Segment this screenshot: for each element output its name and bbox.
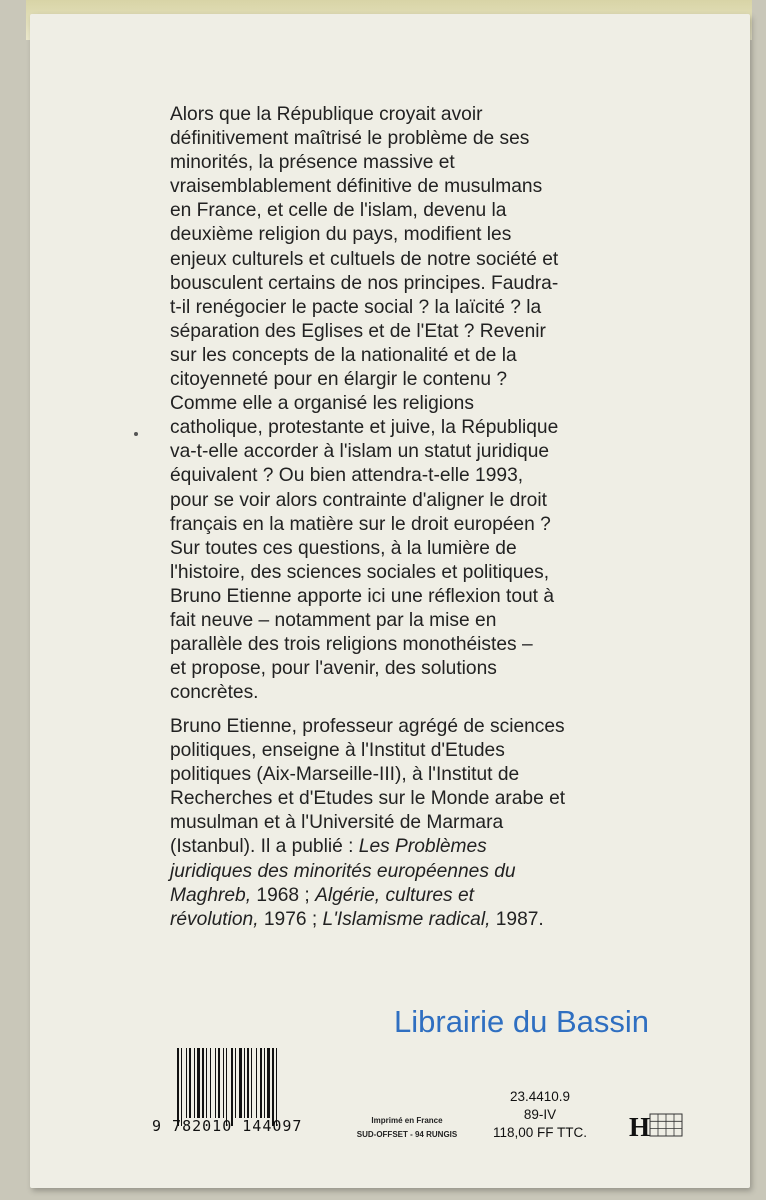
bookseller-watermark: Librairie du Bassin — [394, 1004, 650, 1039]
blurb-line: Bruno Etienne apporte ici une réflexion tout à — [170, 585, 555, 607]
barcode-bar — [235, 1048, 236, 1118]
blurb-line: l'histoire, des sciences sociales et politiques, — [170, 561, 550, 583]
blurb-line: Sur toutes ces questions, à la lumière de — [170, 537, 517, 559]
blurb-line: bousculent certains de nos principes. Faudra- — [170, 272, 559, 294]
printer-info — [352, 1114, 462, 1142]
bio-line: musulman et à l'Université de Marmara — [170, 812, 504, 834]
barcode-bar — [210, 1048, 211, 1118]
author-bio — [170, 715, 610, 932]
reference-block — [480, 1088, 600, 1142]
bio-year: 1976 ; — [258, 908, 323, 930]
barcode-bar — [202, 1048, 204, 1118]
blurb-line: parallèle des trois religions monothéistes – — [170, 634, 533, 656]
barcode-bar — [189, 1048, 191, 1118]
printer-line: SUD-OFFSET - 94 RUNGIS — [356, 1130, 458, 1139]
blurb-line: fait neuve – notamment par la mise en — [170, 609, 497, 631]
book-title: révolution, — [170, 908, 259, 930]
blurb-line: enjeux culturels et cultuels de notre société et — [170, 248, 559, 270]
blurb-line: catholique, protestante et juive, la République — [170, 417, 559, 439]
barcode-bar — [226, 1048, 227, 1126]
blurb-line: Alors que la République croyait avoir — [170, 104, 483, 125]
blurb-line: en France, et celle de l'islam, devenu la — [170, 200, 507, 222]
barcode-icon — [175, 1048, 325, 1126]
barcode-bar — [260, 1048, 262, 1118]
bio-line: politiques, enseigne à l'Institut d'Etudes — [170, 740, 505, 762]
bio-line: Bruno Etienne, professeur agrégé de sciences — [170, 716, 565, 737]
blurb-line: séparation des Eglises et de l'Etat ? Revenir — [170, 320, 546, 342]
barcode-bar — [231, 1048, 233, 1126]
blurb-text — [170, 103, 610, 705]
blurb-line: va-t-elle accorder à l'islam un statut juridique — [170, 441, 550, 463]
bio-line: Recherches et d'Etudes sur le Monde arabe et — [170, 788, 566, 810]
book-title: Les Problèmes — [358, 836, 487, 858]
barcode-bar — [197, 1048, 200, 1118]
barcode-bar — [272, 1048, 274, 1126]
blurb-line: définitivement maîtrisé le problème de ses — [170, 128, 530, 150]
barcode-bar — [186, 1048, 187, 1118]
blurb-line: français en la matière sur le droit européen ? — [170, 513, 551, 535]
book-title: juridiques des minorités européennes du — [170, 860, 516, 882]
book-title: Algérie, cultures et — [315, 884, 474, 906]
barcode-bar — [181, 1048, 182, 1126]
barcode-bar — [276, 1048, 277, 1126]
blurb-line: deuxième religion du pays, modifient les — [170, 224, 512, 246]
blurb-line: concrètes. — [170, 682, 259, 704]
bio-year: 1968 ; — [251, 884, 316, 906]
logo-letter: H — [629, 1112, 651, 1140]
blurb-line: minorités, la présence massive et — [170, 152, 455, 174]
bio-line: (Istanbul). Il a publié : — [170, 836, 359, 858]
blurb-line: vraisemblablement définitive de musulmans — [170, 176, 543, 198]
ref-code: 23.4410.9 — [509, 1089, 571, 1104]
book-title: Maghreb, — [170, 884, 252, 906]
barcode-bar — [244, 1048, 245, 1118]
printer-line: Imprimé en France — [371, 1116, 443, 1125]
bio-year: 1987. — [490, 908, 544, 930]
barcode-bar — [267, 1048, 270, 1118]
bio-line: politiques (Aix-Marseille-III), à l'Institut de — [170, 764, 520, 786]
barcode-bar — [251, 1048, 252, 1118]
barcode-bar — [247, 1048, 249, 1118]
blurb-line: Comme elle a organisé les religions — [170, 393, 474, 415]
ref-edition: 89-IV — [523, 1107, 557, 1122]
blurb-line: équivalent ? Ou bien attendra-t-elle 1993, — [170, 465, 524, 487]
blurb-line: t-il renégocier le pacte social ? la laïcité ? la — [170, 296, 542, 318]
barcode-bar — [206, 1048, 207, 1118]
barcode-bar — [264, 1048, 265, 1118]
speck-mark — [134, 432, 138, 436]
blurb-line: sur les concepts de la nationalité et de la — [170, 344, 517, 366]
barcode-bar — [223, 1048, 224, 1118]
blurb-line: citoyenneté pour en élargir le contenu ? — [170, 369, 508, 391]
barcode-bar — [218, 1048, 220, 1118]
blurb-line: pour se voir alors contrainte d'aligner le droit — [170, 489, 547, 511]
hachette-h-logo-icon — [628, 1110, 684, 1140]
barcode-number: 9 782010 144097 — [152, 1117, 303, 1135]
ref-price: 118,00 FF TTC. — [492, 1125, 588, 1140]
barcode-bar — [177, 1048, 179, 1126]
blurb-line: et propose, pour l'avenir, des solutions — [170, 658, 497, 680]
barcode-bar — [239, 1048, 242, 1118]
barcode-bar — [215, 1048, 216, 1118]
barcode-bar — [194, 1048, 195, 1118]
barcode-bar — [256, 1048, 257, 1118]
book-title: L'Islamisme radical, — [322, 908, 491, 930]
